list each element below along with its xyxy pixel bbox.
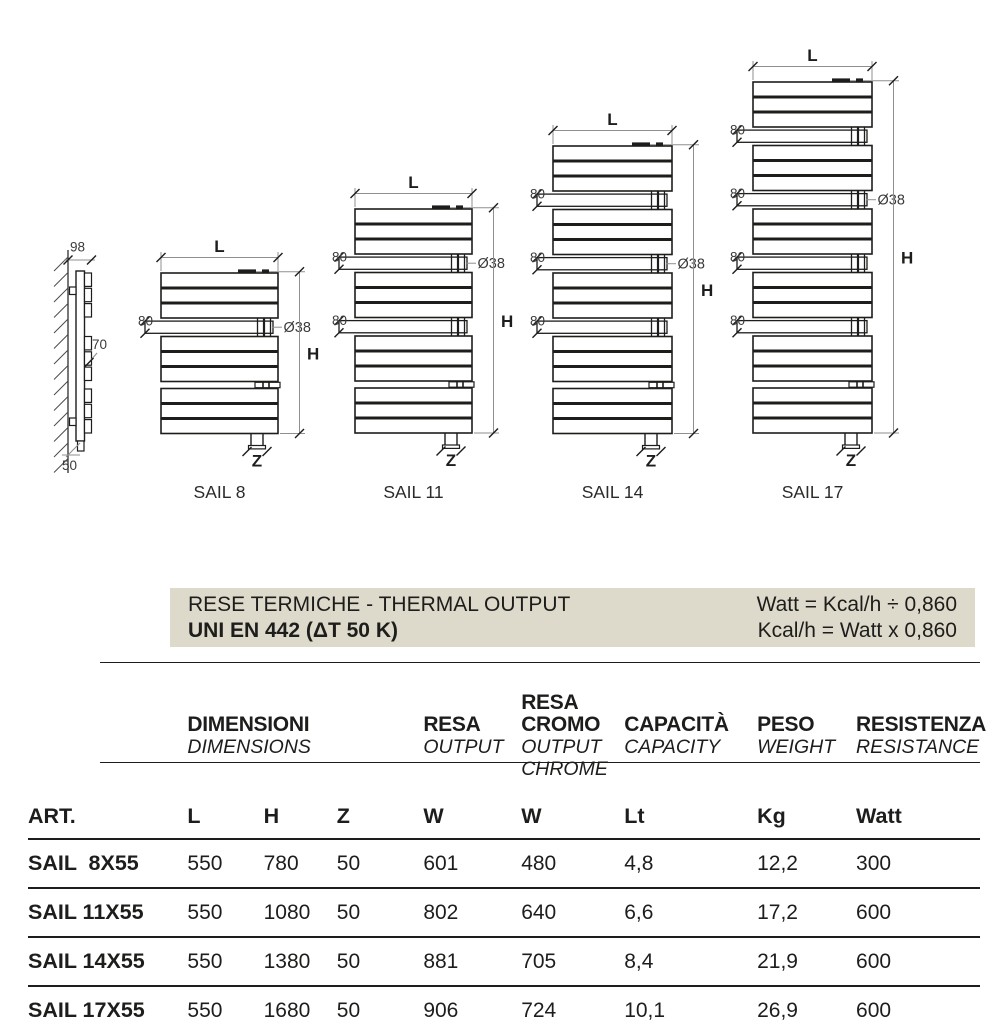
value-cell: 600 xyxy=(856,998,892,1022)
dim-tick xyxy=(637,447,646,456)
height-label: H xyxy=(307,344,320,364)
group-header-spacer xyxy=(28,658,177,794)
z-label: Z xyxy=(445,451,457,470)
value-cell: 550 xyxy=(187,998,223,1022)
slat-section xyxy=(85,389,92,402)
column-group-header xyxy=(413,658,511,794)
panel-profile xyxy=(76,271,85,441)
diameter-label: Ø38 xyxy=(677,256,705,273)
slat-section xyxy=(85,273,92,286)
towel-arm xyxy=(145,321,273,333)
group-label-it: RESA xyxy=(423,713,481,736)
slat-section xyxy=(85,367,92,380)
radiator-sail-11 xyxy=(332,173,513,502)
slat-group xyxy=(753,388,872,433)
slat-section xyxy=(85,420,92,433)
slat-section xyxy=(85,288,92,301)
value-cell: 10,1 xyxy=(624,998,666,1022)
dim-tick xyxy=(837,447,846,456)
height-label: H xyxy=(501,312,514,331)
wall-hatch xyxy=(54,350,68,364)
table-row xyxy=(28,839,980,888)
arm-dim-label: 80 xyxy=(730,186,746,201)
value-cell: 600 xyxy=(846,888,980,937)
diameter-label: Ø38 xyxy=(877,192,905,209)
slat-group xyxy=(553,146,672,191)
radiator-sail-17 xyxy=(730,46,913,502)
arm-dim-label: 80 xyxy=(530,250,546,265)
column-group-header xyxy=(747,658,846,794)
slat-section xyxy=(85,337,92,350)
wall-hatch xyxy=(54,273,68,287)
arm-dim-label: 80 xyxy=(138,313,154,329)
group-label-it: RESA xyxy=(521,691,579,714)
towel-arm xyxy=(537,258,667,270)
radiator-sail-8 xyxy=(138,237,319,502)
towel-arm xyxy=(737,130,867,142)
group-label-en: CHROME xyxy=(521,758,608,780)
length-label: L xyxy=(408,173,419,192)
panel-foot xyxy=(78,441,85,451)
value-cell: 50 xyxy=(327,839,414,888)
diameter-label: Ø38 xyxy=(477,256,505,272)
value-cell: 480 xyxy=(511,839,614,888)
wall-hatch xyxy=(54,428,68,442)
table-top-rule xyxy=(100,662,980,663)
value-cell: 724 xyxy=(521,998,557,1022)
slat-group xyxy=(753,209,872,254)
value-cell: 12,2 xyxy=(747,839,846,888)
thin-connector xyxy=(649,382,674,387)
table-mid-rule xyxy=(100,762,980,763)
towel-arm xyxy=(339,257,467,269)
dim-tick xyxy=(243,447,252,456)
value-cell: 8,4 xyxy=(614,937,747,986)
slat-group xyxy=(161,273,278,318)
slat-group xyxy=(355,209,472,254)
towel-arm xyxy=(737,321,867,333)
value-cell: 26,9 xyxy=(757,998,798,1022)
arm-dim-label: 80 xyxy=(730,249,746,265)
value-cell: 550 xyxy=(177,839,253,888)
wall-bracket xyxy=(70,287,77,295)
unit-header: Watt xyxy=(846,794,980,839)
value-cell: 601 xyxy=(413,839,511,888)
towel-arm xyxy=(737,194,867,206)
diameter-label: Ø38 xyxy=(283,320,311,336)
group-label-it: CROMO xyxy=(521,713,601,736)
unit-header: Z xyxy=(327,794,414,839)
wall-hatch xyxy=(54,319,68,333)
value-cell: 906 xyxy=(423,998,459,1022)
wall-hatch xyxy=(54,257,68,271)
slat-group xyxy=(553,389,672,434)
group-label-it: DIMENSIONI xyxy=(187,713,310,736)
length-label: L xyxy=(807,46,818,65)
unit-header: Kg xyxy=(747,794,846,839)
thermal-output-title xyxy=(188,592,570,644)
value-cell: 300 xyxy=(846,839,980,888)
value-cell: 50 xyxy=(336,998,361,1022)
z-label: Z xyxy=(251,451,263,471)
thermal-title-line2: UNI EN 442 (ΔT 50 K) xyxy=(188,618,398,642)
wall-bracket xyxy=(70,418,77,426)
thin-connector xyxy=(849,382,874,387)
value-cell: 1080 xyxy=(254,888,327,937)
spec-table-section xyxy=(28,658,987,1034)
column-group-header-row xyxy=(28,658,980,794)
wall-hatch xyxy=(54,335,68,349)
wall-offset-label: 50 xyxy=(62,458,78,473)
art-header: ART. xyxy=(28,794,177,839)
unit-header: Lt xyxy=(614,794,747,839)
column-group-header xyxy=(614,658,747,794)
column-group-header xyxy=(177,658,413,794)
value-cell: 550 xyxy=(177,937,253,986)
slat-depth-label: 70 xyxy=(92,337,108,352)
arm-dim-label: 80 xyxy=(530,313,546,329)
wall-hatch xyxy=(54,304,68,318)
slat-group xyxy=(553,337,672,382)
unit-header: L xyxy=(177,794,253,839)
value-cell: 802 xyxy=(413,888,511,937)
height-label: H xyxy=(701,280,714,300)
slat-group xyxy=(553,273,672,318)
art-cell: SAIL 11X55 xyxy=(28,888,177,937)
art-cell: SAIL 17X55 xyxy=(28,998,145,1022)
radiator-caption: SAIL 8 xyxy=(193,482,246,502)
value-cell: 50 xyxy=(327,937,414,986)
group-label-en: CAPACITY xyxy=(624,736,721,758)
table-row xyxy=(28,937,980,986)
value-cell: 6,6 xyxy=(614,888,747,937)
formula-line2: Kcal/h = Watt x 0,860 xyxy=(757,618,957,642)
slat-group xyxy=(753,82,872,127)
slat-section xyxy=(85,304,92,317)
towel-arm xyxy=(537,194,667,206)
z-label: Z xyxy=(845,451,857,470)
unit-header: W xyxy=(511,794,614,839)
group-label-en: RESISTANCE xyxy=(856,736,980,758)
wall-hatch xyxy=(54,397,68,411)
group-label-en: DIMENSIONS xyxy=(187,736,311,758)
value-cell: 1380 xyxy=(254,937,327,986)
units-header-row xyxy=(28,794,980,839)
slat-group xyxy=(753,146,872,191)
towel-arm xyxy=(339,321,467,333)
arm-dim-label: 80 xyxy=(730,122,746,138)
radiator-caption: SAIL 17 xyxy=(781,482,844,502)
wall-hatch xyxy=(54,366,68,380)
slat-group xyxy=(355,273,472,318)
length-label: L xyxy=(607,110,618,129)
value-cell: 1680 xyxy=(263,998,311,1022)
conversion-formulas xyxy=(757,592,957,644)
thermal-output-band xyxy=(170,588,975,647)
height-label: H xyxy=(901,248,914,268)
slat-group xyxy=(753,336,872,381)
value-cell: 550 xyxy=(177,888,253,937)
radiator-caption: SAIL 14 xyxy=(581,482,644,502)
column-group-header xyxy=(511,658,614,794)
arm-dim-label: 80 xyxy=(332,249,348,265)
group-label-it: RESISTENZA xyxy=(856,713,987,736)
value-cell: 600 xyxy=(846,937,980,986)
slat-group xyxy=(355,388,472,433)
group-label-it: CAPACITÀ xyxy=(624,713,729,736)
thermal-title-line1: RESE TERMICHE - THERMAL OUTPUT xyxy=(188,592,571,616)
value-cell: 780 xyxy=(254,839,327,888)
value-cell: 640 xyxy=(511,888,614,937)
slat-section xyxy=(85,404,92,417)
depth-dim-label: 98 xyxy=(70,239,86,255)
art-cell: SAIL 14X55 xyxy=(28,937,177,986)
spec-table xyxy=(28,658,987,1034)
slat-group xyxy=(355,336,472,381)
length-label: L xyxy=(214,237,225,256)
group-label-it: PESO xyxy=(757,713,815,736)
arm-dim-label: 80 xyxy=(332,313,348,328)
group-label-en: OUTPUT xyxy=(521,736,602,758)
radiator-sail-14 xyxy=(530,110,713,502)
column-group-header xyxy=(846,658,987,794)
group-label-en: OUTPUT xyxy=(423,736,504,758)
towel-arm xyxy=(737,257,867,269)
unit-header: W xyxy=(413,794,511,839)
formula-line1: Watt = Kcal/h ÷ 0,860 xyxy=(756,592,957,616)
radiator-caption: SAIL 11 xyxy=(383,482,444,502)
slat-group xyxy=(161,389,278,434)
wall-hatch xyxy=(54,412,68,426)
value-cell: 881 xyxy=(413,937,511,986)
slat-group xyxy=(753,273,872,318)
value-cell: 17,2 xyxy=(747,888,846,937)
group-label-en: WEIGHT xyxy=(757,736,836,758)
towel-arm xyxy=(537,321,667,333)
z-label: Z xyxy=(645,451,657,471)
dim-tick xyxy=(437,447,446,456)
arm-dim-label: 80 xyxy=(530,186,546,202)
thin-connector xyxy=(449,382,474,387)
side-view xyxy=(54,240,107,474)
thin-connector xyxy=(255,382,280,387)
arm-dim-label: 80 xyxy=(730,313,746,328)
slat-group xyxy=(161,337,278,382)
value-cell: 705 xyxy=(511,937,614,986)
value-cell: 21,9 xyxy=(747,937,846,986)
wall-hatch xyxy=(54,288,68,302)
table-row xyxy=(28,986,980,1034)
value-cell: 50 xyxy=(327,888,414,937)
table-row xyxy=(28,888,980,937)
art-cell: SAIL 8X55 xyxy=(28,839,177,888)
unit-header: H xyxy=(254,794,327,839)
wall-hatch xyxy=(54,381,68,395)
value-cell: 4,8 xyxy=(614,839,747,888)
slat-group xyxy=(553,210,672,255)
